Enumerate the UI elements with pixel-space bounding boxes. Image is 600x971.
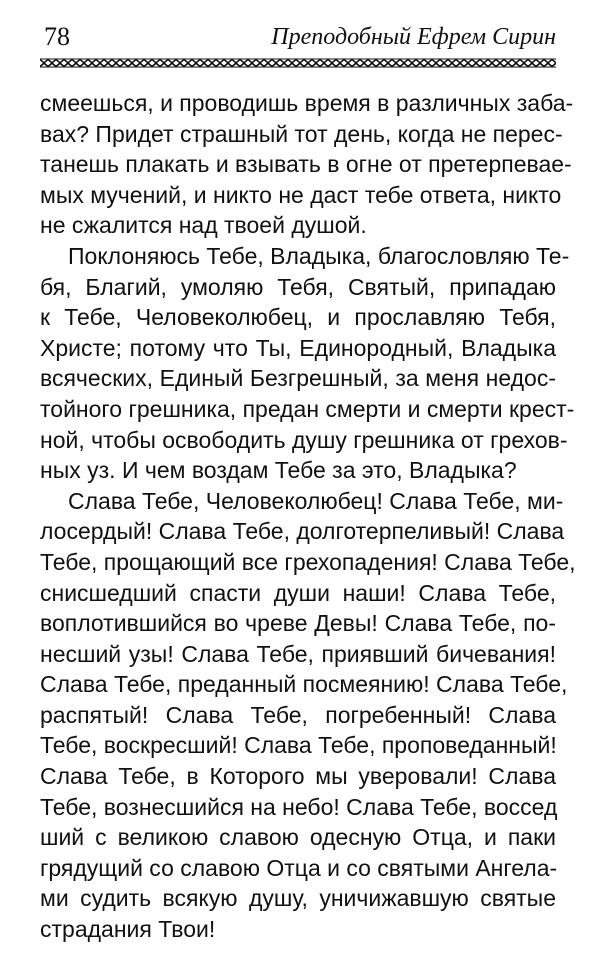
text-line: ных уз. И чем воздам Тебе за это, Владыка? [40,457,517,484]
text-line: лосердый! Слава Тебе, долготерпеливый! Слава [40,518,565,545]
text-line: ной, чтобы освободить душу грешника от грехов- [40,426,568,453]
text-line: к Тебе, Человеколюбец, и прославляю Тебя, [40,304,556,331]
text-line: распятый! Слава Тебе, погребенный! Слава [40,701,556,728]
text-line: Тебе, воскресший! Слава Тебе, проповеданный! [40,732,557,759]
text-line: бя, Благий, умоляю Тебя, Святый, припадаю [40,273,556,300]
text-line: всяческих, Единый Безгрешный, за меня недос- [40,365,556,392]
running-title: Преподобный Ефрем Сирин [271,24,556,50]
paragraph [40,486,576,945]
text-line: вах? Придет страшный тот день, когда не перес- [40,120,563,147]
page-number: 78 [44,22,70,51]
text-line: Поклоняюсь Тебе, Владыка, благословляю Те- [68,242,570,269]
text-line: грядущий со славою Отца и со святыми Ангела- [40,854,558,881]
paragraph [40,88,574,241]
text-line: смеешься, и проводишь время в различных заба- [40,90,574,116]
text-line: ший с великою славою одесную Отца, и паки [40,824,556,851]
book-page [40,18,576,958]
text-line: Слава Тебе, преданный посмеянию! Слава Тебе, [40,671,568,698]
text-line: не сжалится над твоей душой. [40,212,367,239]
paragraph [40,241,575,486]
ornamental-rule [40,58,556,68]
text-line: Тебе, вознесшийся на небо! Слава Тебе, воссед [40,793,558,820]
text-line: ми судить всякую душу, уничижавшую святые [40,885,556,912]
body-text [40,88,576,945]
text-line: страдания Твои! [40,916,216,943]
text-line: мых мучений, и никто не даст тебе ответа, никто [40,181,562,208]
text-line: снисшедший спасти души наши! Слава Тебе, [40,579,556,606]
text-line: танешь плакать и взывать в огне от претерпевае- [40,151,572,178]
page-header [40,18,556,54]
text-line: тойного грешника, предан смерти и смерти крест- [40,395,575,422]
text-line: Тебе, прощающий все грехопадения! Слава Тебе, [40,548,576,575]
text-line: несший узы! Слава Тебе, приявший бичевания! [40,640,556,667]
text-line: Слава Тебе, в Которого мы уверовали! Слава [40,763,556,790]
text-line: Христе; потому что Ты, Единородный, Владыка [40,334,556,361]
text-line: воплотившийся во чреве Девы! Слава Тебе, по- [40,610,556,637]
text-line: Слава Тебе, Человеколюбец! Слава Тебе, ми- [68,487,564,514]
